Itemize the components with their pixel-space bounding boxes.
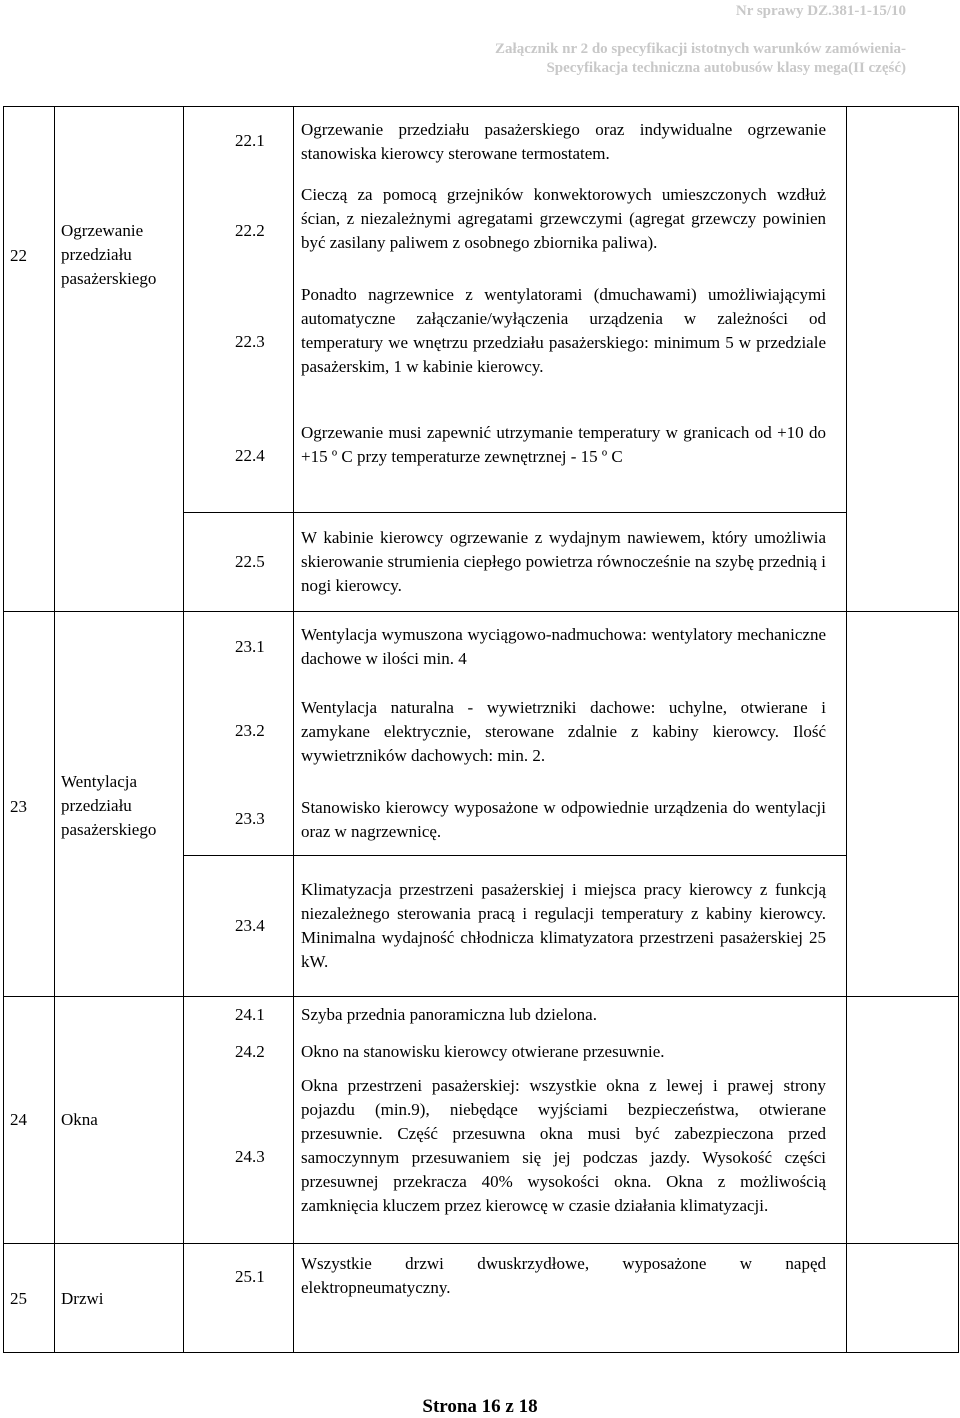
table-border-bottom (3, 1352, 959, 1353)
table-divider-number (54, 106, 55, 1353)
item-text: Ogrzewanie przedziału pasażerskiego oraz indywidualne ogrzewanie stanowiska kierowcy sterowane termostatem. (301, 120, 826, 163)
table-divider-text (846, 106, 847, 1353)
item-text: Wentylacja wymuszona wyciągowo-nadmuchowa: wentylatory mechaniczne dachowe w ilości min. 4 (301, 625, 826, 668)
section-number: 25 (10, 1289, 27, 1308)
section-divider-22 (3, 611, 959, 612)
item-number: 22.2 (235, 221, 265, 240)
item-number: 24.2 (235, 1042, 265, 1061)
item-number: 24.1 (235, 1005, 265, 1024)
section-label: Drzwi (61, 1289, 104, 1308)
item-text: W kabinie kierowcy ogrzewanie z wydajnym nawiewem, który umożliwia skierowanie strumienia ciepłego powietrza równocześnie na szybę przednią i nogi kierowcy. (301, 528, 826, 595)
item-number: 25.1 (235, 1267, 265, 1286)
item-text: Wszystkie drzwi dwuskrzydłowe, wyposażone w napęd elektropneumatyczny. (301, 1254, 826, 1297)
item-text: Cieczą za pomocą grzejników konwektorowych umieszczonych wzdłuż ścian, z niezależnymi agregatami grzewczymi (agregat grzewczy powinien być zasilany paliwem z osobnego zbiornika paliwa). (301, 185, 826, 252)
section-number: 22 (10, 246, 27, 265)
spec-title: Specyfikacja techniczna autobusów klasy mega(II część) (546, 60, 906, 76)
section-label: Wentylacja przedziału pasażerskiego (61, 772, 157, 839)
item-text: Okna przestrzeni pasażerskiej: wszystkie okna z lewej i prawej strony pojazdu (min.9), niebędące wyjściami bezpieczeństwa, otwierane przesuwnie. Część przesuwna okna musi być zabezpieczona przed samoczynnym przesuwaniem się jej podczas jazdy. Wysokość części przesuwnej przekracza 40% wysokości okna. Okna z możliwością zamknięcia kluczem przez kierowcę w czasie działania klimatyzacji. (301, 1076, 826, 1215)
case-number: Nr sprawy DZ.381-1-15/10 (735, 3, 906, 19)
table-border-left (3, 106, 4, 1353)
table-border-top (3, 106, 959, 107)
table-border-right (958, 106, 959, 1353)
section-divider-24 (3, 1243, 959, 1244)
table-divider-subnumber (293, 106, 294, 1353)
item-text: Okno na stanowisku kierowcy otwierane przesuwnie. (301, 1042, 665, 1061)
section-label: Okna (61, 1110, 98, 1129)
item-text: Stanowisko kierowcy wyposażone w odpowiednie urządzenia do wentylacji oraz w nagrzewnicę. (301, 798, 826, 841)
attachment-title: Załącznik nr 2 do specyfikacji istotnych warunków zamówienia- (495, 41, 906, 57)
item-number: 22.1 (235, 131, 265, 150)
item-text: Szyba przednia panoramiczna lub dzielona. (301, 1005, 597, 1024)
item-text: Ponadto nagrzewnice z wentylatorami (dmuchawami) umożliwiającymi automatyczne załączanie/wyłączenia urządzenia w zależności od temperatury we wnętrzu przedziału pasażerskiego: minimum 5 w przedziale pasażerskim, 1 w kabinie kierowcy. (301, 285, 826, 376)
item-number: 22.3 (235, 332, 265, 351)
item-text: Klimatyzacja przestrzeni pasażerskiej i miejsca pracy kierowcy z funkcją niezależnego sterowania pracą i regulacji temperatury z kabiny kierowcy. Minimalna wydajność chłodnicza klimatyzatora przestrzeni pasażerskiej 25 kW. (301, 880, 826, 971)
row-divider-23-3 (183, 855, 847, 856)
item-number: 23.4 (235, 916, 265, 935)
item-number: 23.3 (235, 809, 265, 828)
item-number: 23.1 (235, 637, 265, 656)
item-text: Ogrzewanie musi zapewnić utrzymanie temperatury w granicach od +10 do +15 º C przy temperaturze zewnętrznej - 15 º C (301, 423, 826, 466)
item-text: Wentylacja naturalna - wywietrzniki dachowe: uchylne, otwierane i zamykane elektrycznie, sterowane zdalnie z kabiny kierowcy. Ilość wywietrzników dachowych: min. 2. (301, 698, 826, 765)
item-number: 24.3 (235, 1147, 265, 1166)
page-number: Strona 16 z 18 (422, 1396, 538, 1417)
row-divider-22-4 (183, 512, 847, 513)
table-divider-label (183, 106, 184, 1353)
item-number: 22.4 (235, 446, 265, 465)
item-number: 23.2 (235, 721, 265, 740)
item-number: 22.5 (235, 552, 265, 571)
section-number: 23 (10, 797, 27, 816)
section-number: 24 (10, 1110, 27, 1129)
section-divider-23 (3, 996, 959, 997)
section-label: Ogrzewanie przedziału pasażerskiego (61, 221, 157, 288)
